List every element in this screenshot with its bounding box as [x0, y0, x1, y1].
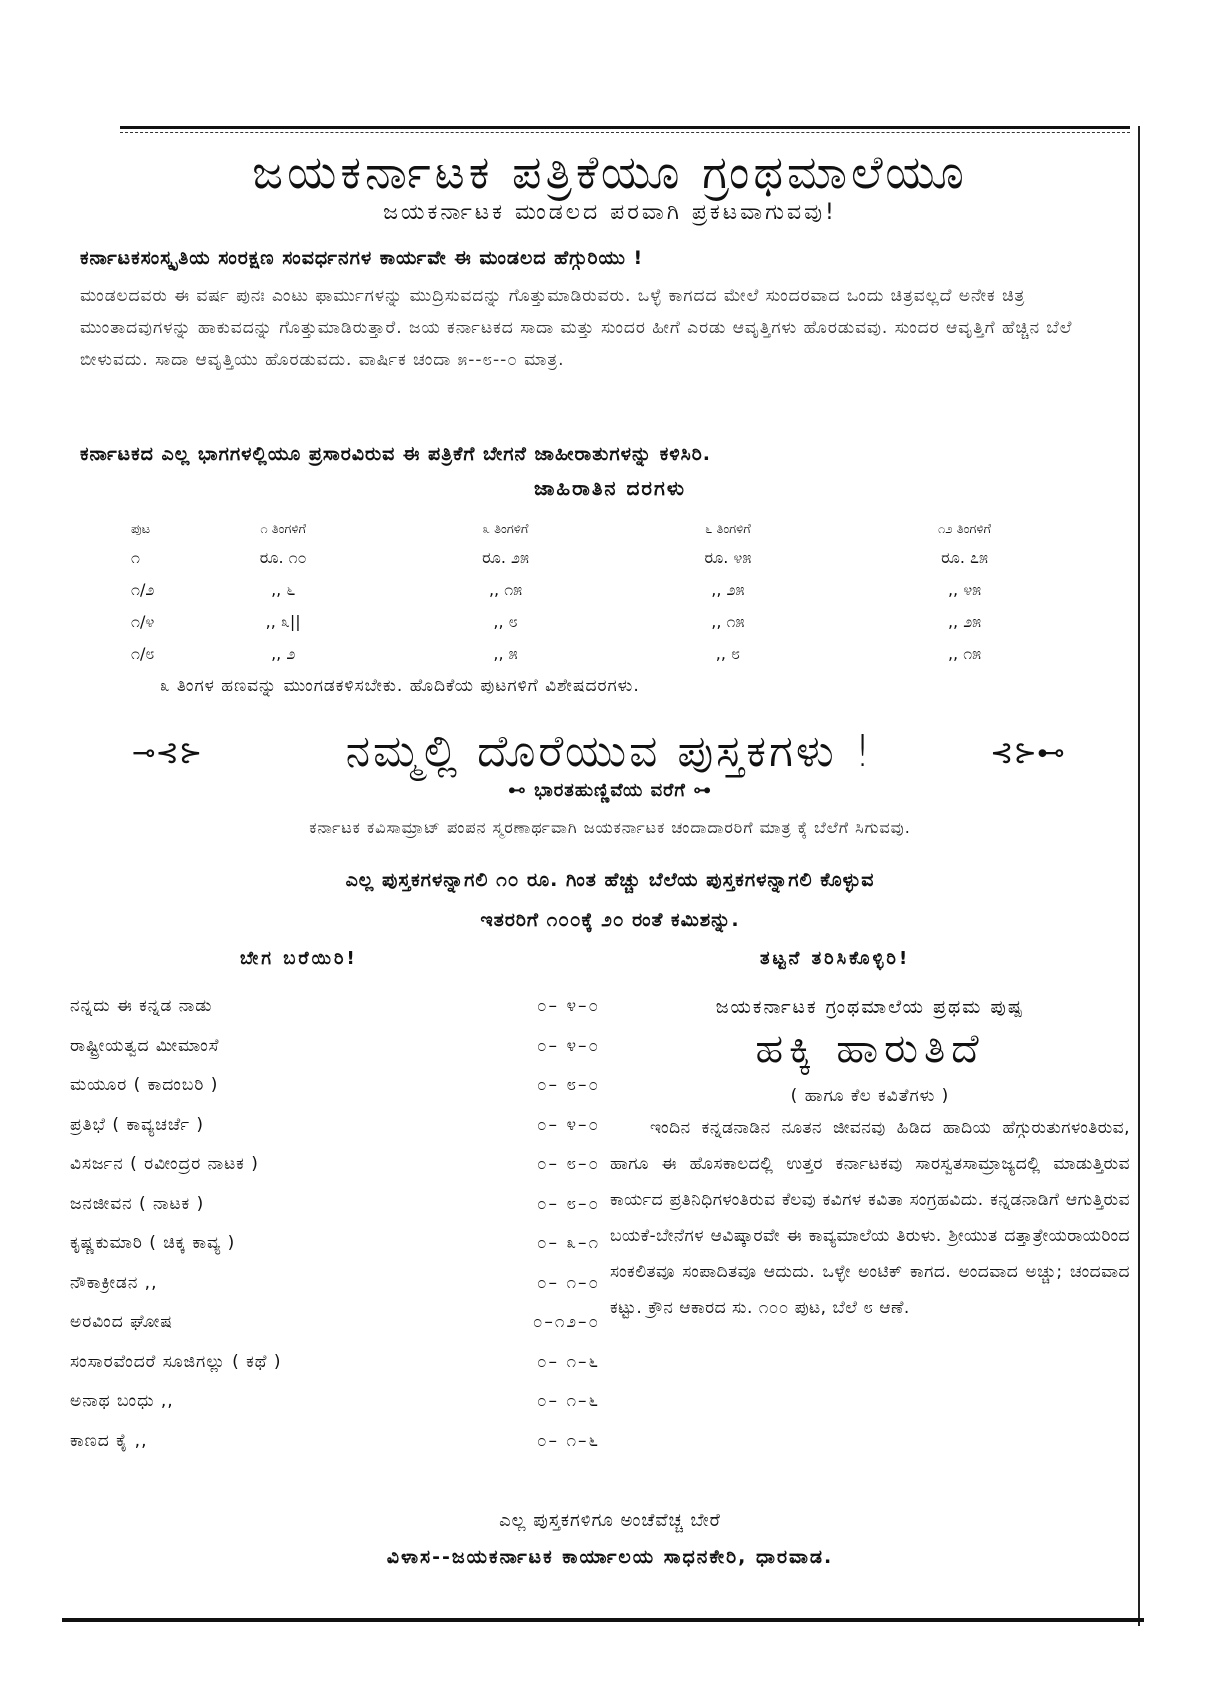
rates-cell: ೧/೪ [131, 612, 155, 631]
list-item [70, 1188, 600, 1228]
books-section-title: ನಮ್ಮಲ್ಲಿ ದೊರೆಯುವ ಪುಸ್ತಕಗಳು ! [345, 726, 875, 777]
book-title: ಅನಾಥ ಬಂಧು ,, [70, 1391, 174, 1411]
ad-rates-table [130, 516, 1090, 670]
list-item [70, 1227, 600, 1267]
book-title: ನನ್ನದು ಈ ಕನ್ನಡ ನಾಡು [70, 996, 213, 1016]
rates-cell: ೧ [131, 548, 140, 567]
commission-line-1: ಎಲ್ಲ ಪುಸ್ತಕಗಳನ್ನಾಗಲಿ ೧೦ ರೂ. ಗಿಂತ ಹೆಚ್ಚು ಬೆಲೆಯ ಪುಸ್ತಕಗಳನ್ನಾಗಲಿ ಕೊಳ್ಳುವ [345, 869, 875, 891]
commission-line-2: ಇತರರಿಗೆ ೧೦೦ಕ್ಕೆ ೨೦ ರಂತೆ ಕಮಿಶನ್ನು. [480, 909, 740, 931]
book-price: ೦– ೧–೬ [537, 1430, 600, 1451]
feature-book-subtitle: ( ಹಾಗೂ ಕೆಲ ಕವಿತೆಗಳು ) [790, 1086, 950, 1106]
book-price: ೦– ೧–೦ [537, 1272, 600, 1293]
book-title: ವಿಸರ್ಜನ ( ರವೀಂದ್ರರ ನಾಟಕ ) [70, 1154, 259, 1174]
ornament-right-icon: ⊰⊱⊷ [990, 736, 1065, 769]
book-title: ಮಯೂರ ( ಕಾದಂಬರಿ ) [70, 1075, 219, 1095]
book-title: ಪ್ರತಿಭೆ ( ಕಾವ್ಯಚರ್ಚೆ ) [70, 1114, 205, 1135]
book-price: ೦– ೮–೦ [537, 1075, 600, 1095]
top-border-rule [120, 126, 1130, 129]
rates-cell: ,, ೧೫ [711, 612, 745, 631]
book-price: ೦– ೪–೦ [537, 1035, 600, 1056]
top-border-rule-dashed [120, 132, 1130, 133]
rates-header-cell: ೧೨ ತಿಂಗಳಿಗೆ [938, 521, 992, 537]
rates-cell: ,, ೬ [271, 580, 296, 599]
table-row [130, 638, 1090, 670]
rates-header-cell: ೩ ತಿಂಗಳಿಗೆ [482, 521, 529, 537]
list-item [70, 1069, 600, 1109]
ornament-left-icon: ⊸⊰⊱ [132, 736, 203, 769]
book-price: ೦– ೪–೦ [537, 996, 600, 1016]
list-item [70, 1385, 600, 1425]
rates-cell: ೧/೨ [131, 580, 155, 599]
table-row [130, 606, 1090, 638]
ad-rates-title: ಜಾಹಿರಾತಿನ ದರಗಳು [533, 476, 687, 500]
list-item [70, 1425, 600, 1465]
commission-notice [140, 860, 1080, 940]
book-title: ರಾಷ್ಟ್ರೀಯತ್ವದ ಮೀಮಾಂಸೆ [70, 1035, 220, 1056]
rates-cell: ರೂ. ೪೫ [704, 548, 752, 567]
book-list [70, 990, 600, 1464]
list-item [70, 1030, 600, 1070]
rates-cell: ರೂ. ೧೦ [259, 548, 307, 567]
rates-cell: ,, ೩|| [265, 612, 301, 631]
intro-headline: ಕರ್ನಾಟಕಸಂಸ್ಕೃತಿಯ ಸಂರಕ್ಷಣ ಸಂವರ್ಧನಗಳ ಕಾರ್ಯವೇ ಈ ಮಂಡಲದ ಹೆಗ್ಗುರಿಯು ! [80, 247, 644, 269]
feature-book-title: ಹಕ್ಕಿ ಹಾರುತಿದೆ [755, 1026, 985, 1072]
book-title: ಕೃಷ್ಣಕುಮಾರಿ ( ಚಿಕ್ಕ ಕಾವ್ಯ ) [70, 1233, 236, 1253]
table-row [130, 542, 1090, 574]
postage-note: ಎಲ್ಲ ಪುಸ್ತಕಗಳಿಗೂ ಅಂಚೆವೆಚ್ಚ ಬೇರೆ [499, 1510, 721, 1531]
intro-paragraph: ಮಂಡಲದವರು ಈ ವರ್ಷ ಪುನಃ ಎಂಟು ಫಾರ್ಮುಗಳನ್ನು ಮುದ್ರಿಸುವದನ್ನು ಗೊತ್ತುಮಾಡಿರುವರು. ಒಳ್ಳೆ ಕಾಗದದ ಮೇಲೆ ಸುಂದರವಾದ ಒಂದು ಚಿತ್ರವಲ್ಲದೆ ಅನೇಕ ಚಿತ್ರ ಮುಂತಾದವುಗಳನ್ನು ಹಾಕುವದನ್ನು ಗೊತ್ತುಮಾಡಿರುತ್ತಾರೆ. ಜಯ ಕರ್ನಾಟಕದ ಸಾದಾ ಮತ್ತು ಸುಂದರ ಹೀಗೆ ಎರಡು ಆವೃತ್ತಿಗಳು ಹೊರಡುವವು. ಸುಂದರ ಆವೃತ್ತಿಗೆ ಹೆಚ್ಚಿನ ಬೆಲೆ ಬೀಳುವದು. ಸಾದಾ ಆವೃತ್ತಿಯು ಹೊರಡುವದು. ವಾರ್ಷಿಕ ಚಂದಾ ೫--೮--೦ ಮಾತ್ರ. [80, 286, 1073, 370]
book-price: ೦– ೧–೬ [537, 1391, 600, 1411]
list-item [70, 1346, 600, 1386]
book-title: ಅರವಿಂದ ಘೋಷ [70, 1312, 173, 1332]
rates-cell: ,, ೨ [271, 644, 296, 663]
book-price: ೦– ೮–೦ [537, 1193, 600, 1214]
book-title: ಕಾಣದ ಕೈ ,, [70, 1430, 148, 1451]
list-item [70, 1267, 600, 1307]
publisher-address: ವಿಳಾಸ--ಜಯಕರ್ನಾಟಕ ಕಾರ್ಯಾಲಯ ಸಾಧನಕೇರಿ, ಧಾರವಾಡ. [386, 1546, 834, 1568]
book-price: ೦– ೧–೬ [537, 1351, 600, 1372]
rates-header-cell: ೬ ತಿಂಗಳಿಗೆ [705, 521, 751, 537]
rates-header-cell: ಪುಟ [131, 521, 151, 537]
book-list-heading: ಬೇಗ ಬರೆಯಿರಿ! [240, 948, 358, 969]
books-section-note: ಕರ್ನಾಟಕ ಕವಿಸಾಮ್ರಾಟ್ ಪಂಪನ ಸ್ಮರಣಾರ್ಥವಾಗಿ ಜಯಕರ್ನಾಟಕ ಚಂದಾದಾರರಿಗೆ ಮಾತ್ರ ಕ್ಕೆ ಬೆಲೆಗೆ ಸಿಗುವವು. [309, 818, 911, 837]
list-item [70, 1109, 600, 1149]
table-row [130, 574, 1090, 606]
book-price: ೦– ೪–೦ [537, 1114, 600, 1135]
book-title: ಸಂಸಾರವೆಂದರೆ ಸೂಜಿಗಲ್ಲು ( ಕಥೆ ) [70, 1351, 282, 1372]
rates-cell: ,, ೨೫ [947, 612, 982, 631]
feature-book-series: ಜಯಕರ್ನಾಟಕ ಗ್ರಂಥಮಾಲೆಯ ಪ್ರಥಮ ಪುಷ್ಪ [715, 996, 1025, 1018]
ad-rates-header-row [130, 516, 1090, 542]
page-subtitle: ಜಯಕರ್ನಾಟಕ ಮಂಡಲದ ಪರವಾಗಿ ಪ್ರಕಟವಾಗುವವು! [383, 200, 837, 225]
feature-book-heading: ತಟ್ಟನೆ ತರಿಸಿಕೊಳ್ಳಿರಿ! [760, 948, 911, 969]
rates-cell: ,, ೨೫ [711, 580, 745, 599]
rates-cell: ,, ೮ [493, 612, 518, 631]
book-price: ೦– ೮–೦ [537, 1154, 600, 1174]
book-price: ೦– ೩–೧ [537, 1233, 600, 1253]
ad-rates-note: ೩ ತಿಂಗಳ ಹಣವನ್ನು ಮುಂಗಡಕಳಿಸಬೇಕು. ಹೊದಿಕೆಯ ಪುಟಗಳಿಗೆ ವಿಶೇಷದರಗಳು. [160, 676, 640, 696]
page-title: ಜಯಕರ್ನಾಟಕ ಪತ್ರಿಕೆಯೂ ಗ್ರಂಥಮಾಲೆಯೂ [252, 145, 968, 199]
bottom-border-rule [62, 1618, 1144, 1622]
rates-cell: ೧/೮ [131, 644, 155, 663]
rates-cell: ,, ೮ [715, 644, 740, 663]
feature-book-description: ಇಂದಿನ ಕನ್ನಡನಾಡಿನ ನೂತನ ಜೀವನವು ಹಿಡಿದ ಹಾದಿಯ ಹೆಗ್ಗುರುತುಗಳಂತಿರುವ, ಹಾಗೂ ಈ ಹೊಸಕಾಲದಲ್ಲಿ ಉತ್ತರ ಕರ್ನಾಟಕವು ಸಾರಸ್ವತಸಾಮ್ರಾಜ್ಯದಲ್ಲಿ ಮಾಡುತ್ತಿರುವ ಕಾರ್ಯದ ಪ್ರತಿನಿಧಿಗಳಂತಿರುವ ಕೆಲವು ಕವಿಗಳ ಕವಿತಾ ಸಂಗ್ರಹವಿದು. ಕನ್ನಡನಾಡಿಗೆ ಆಗುತ್ತಿರುವ ಬಯಕೆ-ಬೇನೆಗಳ ಆವಿಷ್ಕಾರವೇ ಈ ಕಾವ್ಯಮಾಲೆಯ ತಿರುಳು. ಶ್ರೀಯುತ ದತ್ತಾತ್ರೇಯರಾಯರಿಂದ ಸಂಕಲಿತವೂ ಸಂಪಾದಿತವೂ ಆದುದು. ಒಳ್ಳೇ ಅಂಟಿಕ್ ಕಾಗದ. ಅಂದವಾದ ಅಚ್ಚು; ಚಂದವಾದ ಕಟ್ಟು. ಕ್ರೌನ ಆಕಾರದ ಸು. ೧೦೦ ಪುಟ, ಬೆಲೆ ೮ ಆಣೆ. [610, 1118, 1130, 1318]
feature-book [610, 990, 1130, 1326]
books-section-subtitle: ⊷ ಭಾರತಹುಣ್ಣಿವೆಯ ವರೆಗೆ ⊶ [507, 780, 713, 801]
rates-cell: ರೂ. ೨೫ [482, 548, 529, 567]
rates-cell: ರೂ. ೭೫ [941, 548, 988, 567]
rates-cell: ,, ೧೫ [947, 644, 982, 663]
list-item [70, 1306, 600, 1346]
rates-cell: ,, ೫ [493, 644, 518, 663]
list-item [70, 1148, 600, 1188]
book-title: ಜನಜೀವನ ( ನಾಟಕ ) [70, 1193, 205, 1214]
book-title: ನೌಕಾಕ್ರೀಡನ ,, [70, 1272, 158, 1293]
rates-cell: ,, ೪೫ [947, 580, 982, 599]
rates-header-cell: ೧ ತಿಂಗಳಿಗೆ [260, 521, 307, 537]
list-item [70, 990, 600, 1030]
book-price: ೦–೧೨–೦ [532, 1312, 600, 1332]
rates-cell: ,, ೧೫ [488, 580, 523, 599]
intro-call-to-action: ಕರ್ನಾಟಕದ ಎಲ್ಲ ಭಾಗಗಳಲ್ಲಿಯೂ ಪ್ರಸಾರವಿರುವ ಈ ಪತ್ರಿಕೆಗೆ ಬೇಗನೆ ಜಾಹೀರಾತುಗಳನ್ನು ಕಳಿಸಿರಿ. [80, 443, 711, 465]
right-border-rule [1138, 126, 1140, 1626]
